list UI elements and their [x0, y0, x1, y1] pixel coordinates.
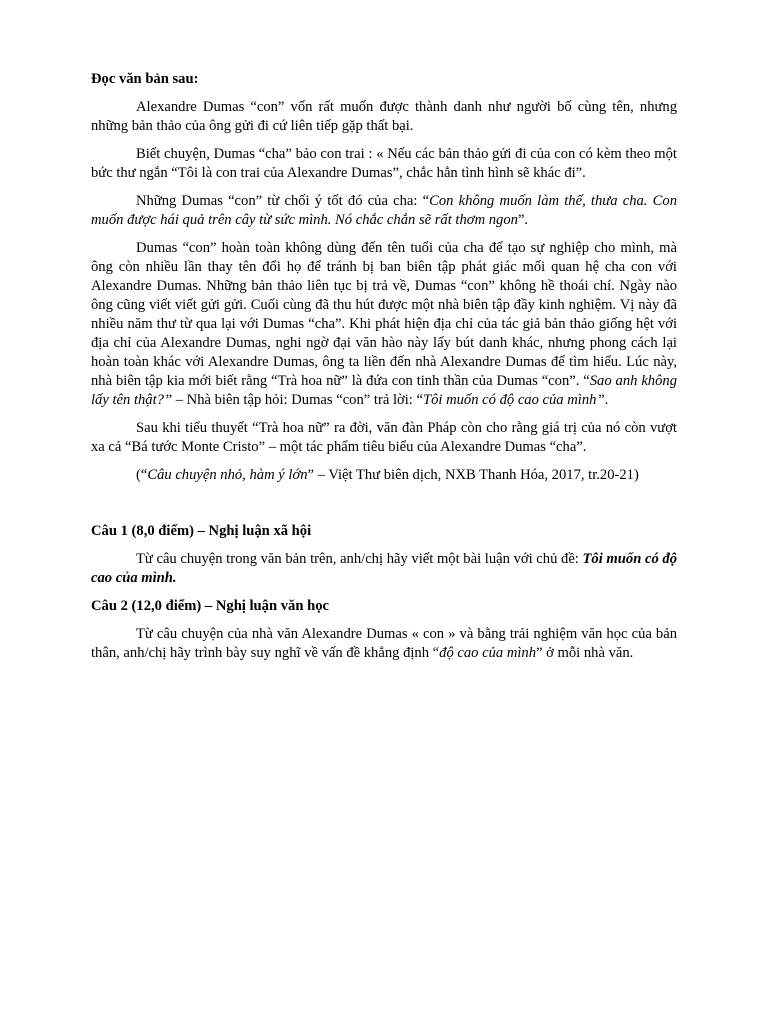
p4-answer-quote: Tôi muốn có độ cao của mình” [422, 392, 605, 408]
p4-question-quote: Sao anh không lấy tên thật?” [91, 373, 677, 408]
question-1-title: Câu 1 (8,0 điểm) – Nghị luận xã hội [91, 523, 312, 539]
passage-paragraph-5: Sau khi tiểu thuyết “Trà hoa nữ” ra đời, văn đàn Pháp còn cho rằng giá trị của nó còn vượt xa cả “Bá tước Monte Cristo” – một tác phẩm tiêu biểu của Alexandre Dumas “cha”. [91, 420, 677, 455]
passage-paragraph-3 [91, 192, 677, 230]
question-2-body [91, 625, 677, 663]
p4-middle: – Nhà biên tập hỏi: Dumas “con” trả lời: “ [172, 392, 423, 408]
source-open: (“ [136, 467, 148, 483]
reading-heading: Đọc văn bản sau: [91, 71, 199, 87]
q2-text: Từ câu chuyện của nhà văn Alexandre Dumas « con » và bằng trải nghiệm văn học của bản thân, anh/chị hãy trình bày suy nghĩ về vấn đề khẳng định “ [91, 626, 677, 661]
source-details: ” – Việt Thư biên dịch, NXB Thanh Hóa, 2017, tr.20-21) [307, 467, 639, 483]
source-citation [91, 466, 677, 485]
passage-paragraph-1: Alexandre Dumas “con” vốn rất muốn được thành danh như người bố cùng tên, nhưng những bản thảo của ông gửi đi cứ liên tiếp gặp thất bại. [91, 99, 677, 134]
question-1-body [91, 550, 677, 588]
q2-end: ” ở mỗi nhà văn. [536, 645, 634, 661]
q1-topic: Tôi muốn có độ cao của mình. [91, 551, 677, 586]
p3-quote: Con không muốn làm thế, thưa cha. Con muốn được hái quả trên cây từ sức mình. Nó chắc chắn sẽ rất thơm ngon [91, 193, 677, 228]
question-2-title: Câu 2 (12,0 điểm) – Nghị luận văn học [91, 598, 329, 614]
p3-end: ”. [517, 212, 529, 228]
passage-paragraph-4 [91, 239, 677, 410]
p4-end: . [604, 392, 609, 408]
p3-text: Những Dumas “con” từ chối ý tốt đó của cha: “ [136, 193, 430, 209]
passage-paragraph-2: Biết chuyện, Dumas “cha” bảo con trai : « Nếu các bản thảo gửi đi của con có kèm theo một bức thư ngắn “Tôi là con trai của Alexandre Dumas”, chắc hẳn tình hình sẽ khác đi”. [91, 146, 677, 181]
p4-text: Dumas “con” hoàn toàn không dùng đến tên tuổi của cha để tạo sự nghiệp cho mình, mà ông còn nhiều lần thay tên đổi họ để tránh bị ban biên tập phát giác mối quan hệ cha con với Alexandre Dumas. Những bản thảo liên tục bị trả về, Dumas “con” không hề thoái chí. Ngày nào ông cũng viết viết gửi gửi. Cuối cùng đã thu hút được một nhà biên tập đầy kinh nghiệm. Vị này đã nhiều năm thư từ qua lại với Dumas “cha”. Khi phát hiện địa chỉ của tác giả bản thảo giống hệt với địa chỉ của Alexandre Dumas, nghi ngờ đại văn hào này lấy bút danh khác, nhưng phong cách lại hoàn toàn khác với Alexandre Dumas, ông ta liền đến nhà Alexandre Dumas để tìm hiểu. Lúc này, nhà biên tập kia mới biết rằng “Trà hoa nữ” là đứa con tinh thần của Dumas “con”. “ [91, 240, 677, 389]
q1-text: Từ câu chuyện trong văn bản trên, anh/chị hãy viết một bài luận với chủ đề: [136, 551, 583, 567]
q2-phrase: độ cao của mình [439, 645, 537, 661]
source-book-title: Câu chuyện nhỏ, hàm ý lớn [147, 467, 308, 483]
